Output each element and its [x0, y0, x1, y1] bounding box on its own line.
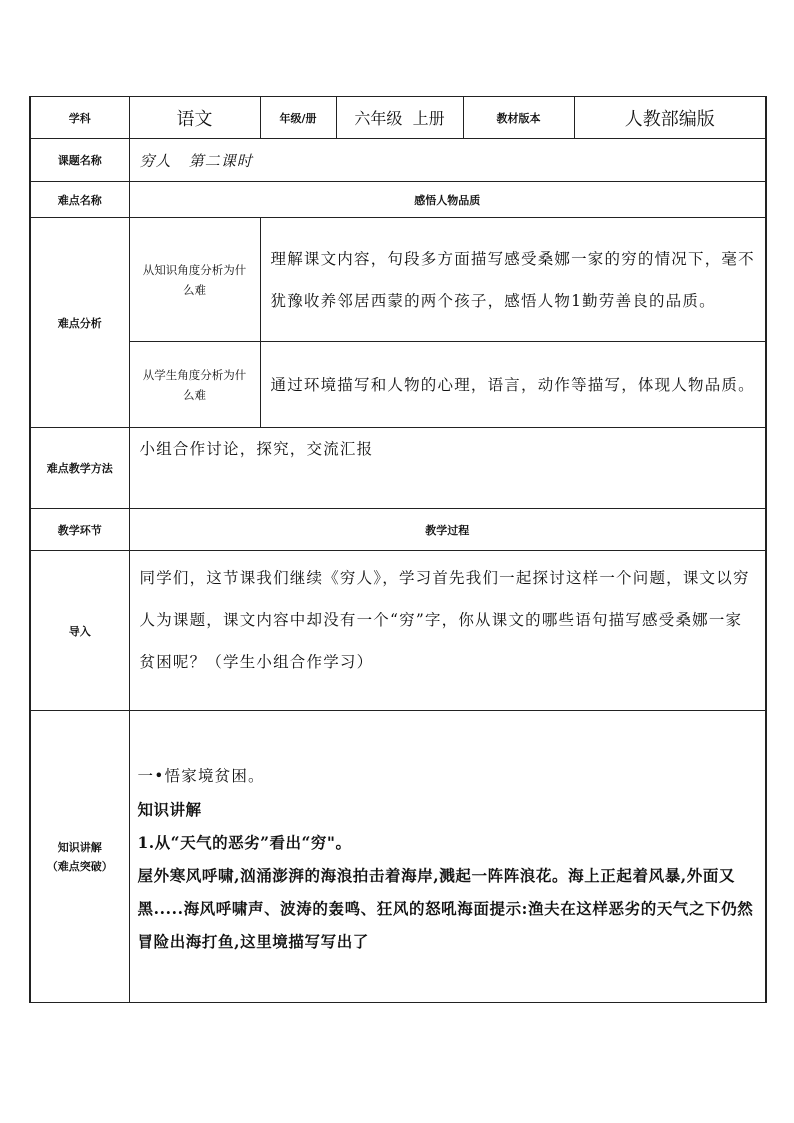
- analysis-student-row: [30, 342, 766, 428]
- method-row: [30, 428, 766, 509]
- lecture-heading: 一•悟家境贫困。: [137, 767, 265, 785]
- edition-value: 人教部编版: [574, 97, 766, 139]
- lecture-point: 1.从“天气的恶劣”看出“穷"。: [137, 833, 352, 852]
- header-row: [30, 97, 766, 139]
- process-header-row: [30, 509, 766, 551]
- process-label: 教学过程: [129, 509, 766, 551]
- lesson-label: 课题名称: [30, 139, 129, 182]
- method-text: 小组合作讨论，探究，交流汇报: [129, 428, 766, 509]
- lesson-plan-table: [29, 96, 767, 1003]
- lecture-row: [30, 711, 766, 1003]
- method-label: 难点教学方法: [30, 428, 129, 509]
- lecture-label: [30, 711, 129, 1003]
- lesson-plan-page: [29, 96, 765, 1003]
- intro-row: [30, 551, 766, 711]
- lesson-row: [30, 139, 766, 182]
- grade-label: 年级/册: [260, 97, 336, 139]
- lecture-content: [129, 711, 766, 1003]
- analysis-knowledge-row: [30, 218, 766, 342]
- intro-text: 同学们，这节课我们继续《穷人》，学习首先我们一起探讨这样一个问题，课文以穷人为课题，课文内容中却没有一个“穷”字，你从课文的哪些语句描写感受桑娜一家贫困呢？（学生小组合作学习）: [129, 551, 766, 711]
- lecture-label-line2: （难点突破）: [46, 860, 113, 873]
- lesson-value: 穷人 第二课时: [129, 139, 766, 182]
- lecture-paragraph: 屋外寒风呼啸,汹涌澎湃的海浪拍击着海岸,溅起一阵阵浪花。海上正起着风暴,外面又黑.....海风呼啸声、波涛的轰鸣、狂风的怒吼海面提示:渔夫在这样恶劣的天气之下仍然冒险出海打鱼,这里境描写写出了: [137, 866, 754, 951]
- intro-label: 导入: [30, 551, 129, 711]
- subject-value: 语文: [129, 97, 260, 139]
- difficulty-row: [30, 182, 766, 218]
- analysis-label: 难点分析: [30, 218, 129, 428]
- knowledge-label: 从知识角度分析为什么难: [129, 218, 260, 342]
- subject-label: 学科: [30, 97, 129, 139]
- lecture-subheading: 知识讲解: [137, 800, 202, 819]
- grade-value: 六年级 上册: [336, 97, 463, 139]
- student-label: 从学生角度分析为什么难: [129, 342, 260, 428]
- difficulty-label: 难点名称: [30, 182, 129, 218]
- difficulty-value: 感悟人物品质: [129, 182, 766, 218]
- stage-label: 教学环节: [30, 509, 129, 551]
- edition-label: 教材版本: [463, 97, 574, 139]
- student-text: 通过环境描写和人物的心理，语言，动作等描写，体现人物品质。: [260, 342, 766, 428]
- knowledge-text: 理解课文内容，句段多方面描写感受桑娜一家的穷的情况下，毫不犹豫收养邻居西蒙的两个孩子，感悟人物1勤劳善良的品质。: [260, 218, 766, 342]
- lecture-label-line1: 知识讲解: [57, 841, 102, 854]
